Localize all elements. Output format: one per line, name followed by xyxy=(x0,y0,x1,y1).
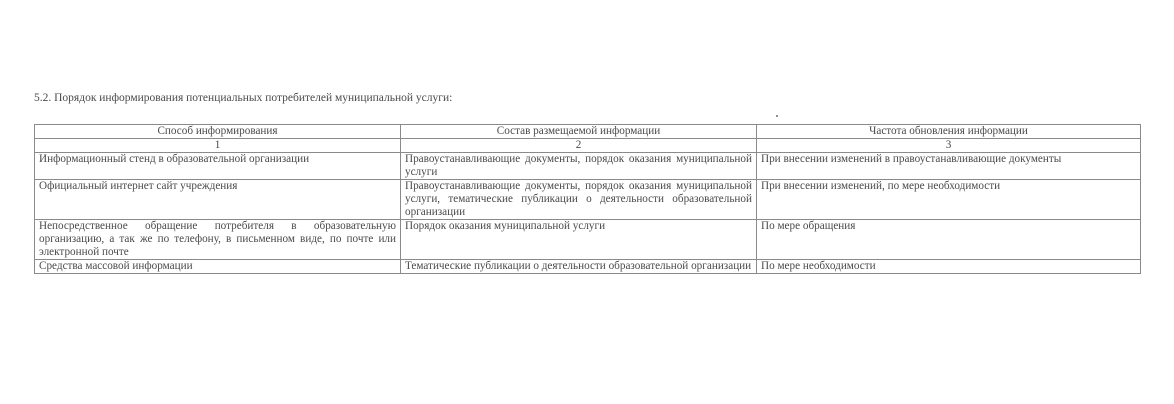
frequency-cell: По мере необходимости xyxy=(757,260,1141,274)
section-heading: 5.2. Порядок информирования потенциальных потребителей муниципальной услуги: xyxy=(34,92,453,104)
table-row xyxy=(35,153,1141,180)
method-cell: Официальный интернет сайт учреждения xyxy=(35,180,401,220)
stray-mark xyxy=(776,115,778,117)
column-header-frequency: Частота обновления информации xyxy=(757,125,1141,139)
content-cell: Порядок оказания муниципальной услуги xyxy=(401,220,757,260)
table-row xyxy=(35,260,1141,274)
content-cell: Правоустанавливающие документы, порядок оказания муниципальной услуги, тематические публикации о деятельности образовательной организации xyxy=(401,180,757,220)
informing-table xyxy=(34,124,1141,274)
table-row xyxy=(35,220,1141,260)
table-row xyxy=(35,180,1141,220)
frequency-cell: По мере обращения xyxy=(757,220,1141,260)
column-header-method: Способ информирования xyxy=(35,125,401,139)
column-header-content: Состав размещаемой информации xyxy=(401,125,757,139)
method-cell: Информационный стенд в образовательной организации xyxy=(35,153,401,180)
column-number: 1 xyxy=(35,139,401,153)
method-cell: Средства массовой информации xyxy=(35,260,401,274)
column-number: 2 xyxy=(401,139,757,153)
column-number: 3 xyxy=(757,139,1141,153)
frequency-cell: При внесении изменений, по мере необходимости xyxy=(757,180,1141,220)
content-cell: Тематические публикации о деятельности образовательной организации xyxy=(401,260,757,274)
content-cell: Правоустанавливающие документы, порядок оказания муниципальной услуги xyxy=(401,153,757,180)
column-number-row xyxy=(35,139,1141,153)
method-cell: Непосредственное обращение потребителя в образовательную организацию, а так же по телефону, в письменном виде, по почте или электронной почте xyxy=(35,220,401,260)
frequency-cell: При внесении изменений в правоустанавливающие документы xyxy=(757,153,1141,180)
header-row xyxy=(35,125,1141,139)
